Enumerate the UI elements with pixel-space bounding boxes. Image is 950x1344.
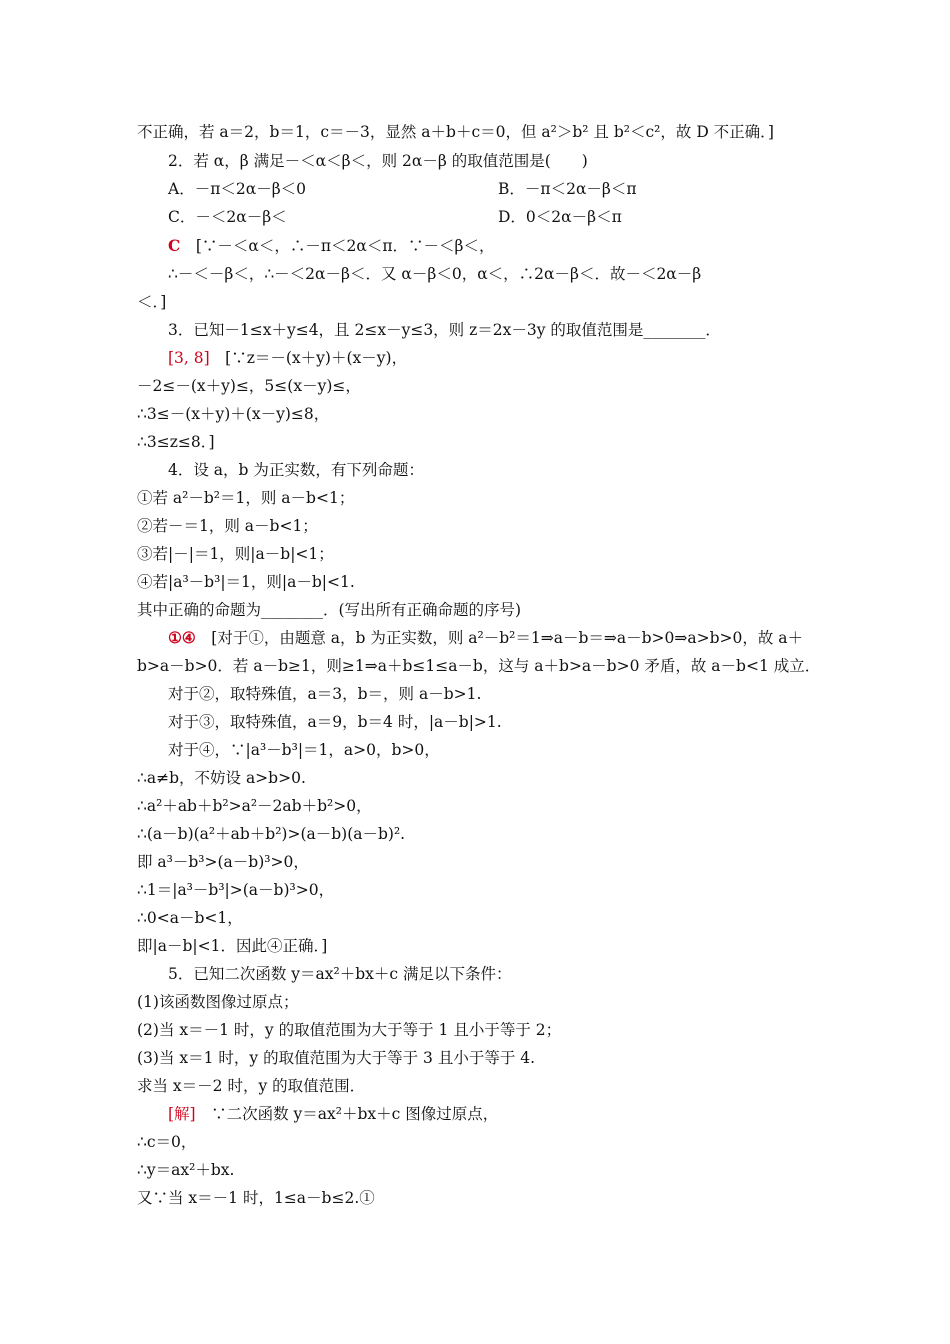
- line-text: [对于①，由题意 a，b 为正实数，则 a²－b²＝1⇒a－b＝⇒a－b>0⇒a>b>0，故 a＋: [195, 629, 804, 647]
- line-text: 2．若 α，β 满足－＜α＜β＜，则 2α－β 的取值范围是( ): [168, 152, 588, 170]
- line-text: ③若|－|＝1，则|a－b|<1；: [137, 545, 334, 563]
- text-line: [137, 600, 817, 620]
- line-text: ∴c＝0，: [137, 1133, 197, 1151]
- line-text: ∵二次函数 y＝ax²＋bx＋c 图像过原点，: [195, 1105, 499, 1123]
- line-text: (1)该函数图像过原点；: [137, 993, 299, 1011]
- text-line: [137, 516, 817, 536]
- text-line: [137, 1048, 817, 1068]
- line-text: ④若|a³－b³|＝1，则|a－b|<1.: [137, 573, 355, 591]
- text-line: [168, 179, 848, 199]
- line-text: A．－π＜2α－β＜0: [168, 180, 307, 198]
- text-line: [137, 1132, 817, 1152]
- line-text: ②若－＝1，则 a－b<1；: [137, 517, 318, 535]
- text-line: [137, 768, 817, 788]
- text-line: [137, 292, 817, 312]
- line-text: (3)当 x＝1 时，y 的取值范围为大于等于 3 且小于等于 4.: [137, 1049, 536, 1067]
- line-text: 又∵当 x＝－1 时，1≤a－b≤2.①: [137, 1189, 375, 1207]
- text-line: [137, 908, 817, 928]
- line-text: 4．设 a，b 为正实数，有下列命题：: [168, 461, 424, 479]
- text-line: [137, 376, 817, 396]
- text-line: [137, 1020, 817, 1040]
- text-line: [137, 488, 817, 508]
- line-text: C．－＜2α－β＜: [168, 208, 287, 226]
- text-line: [137, 432, 817, 452]
- text-line: [137, 852, 817, 872]
- text-line: [137, 404, 817, 424]
- answer-tag: ①④: [168, 628, 196, 647]
- line-text: [∵z＝－(x＋y)＋(x－y)，: [209, 349, 408, 367]
- line-text: 求当 x＝－2 时，y 的取值范围．: [137, 1077, 366, 1095]
- option-text: D．0＜2α－β＜π: [498, 208, 622, 226]
- text-line: [168, 151, 848, 171]
- line-text: －2≤－(x＋y)≤，5≤(x－y)≤，: [137, 377, 361, 395]
- option-text: B．－π＜2α－β＜π: [498, 180, 637, 198]
- text-line: [168, 207, 848, 227]
- line-text: ∴1＝|a³－b³|>(a－b)³>0，: [137, 881, 335, 899]
- line-text: ∴a≠b，不妨设 a>b>0.: [137, 769, 306, 787]
- line-text: 即|a－b|<1．因此④正确．]: [137, 937, 328, 955]
- line-text: ∴－＜－β＜，∴－＜2α－β＜．又 α－β＜0，α＜，∴2α－β＜．故－＜2α－β: [168, 265, 702, 283]
- text-line: [137, 544, 817, 564]
- line-text: (2)当 x＝－1 时，y 的取值范围为大于等于 1 且小于等于 2；: [137, 1021, 562, 1039]
- answer-tag: C: [168, 236, 181, 255]
- line-text: 对于②，取特殊值，a＝3，b＝，则 a－b>1.: [168, 685, 482, 703]
- line-text: ∴0<a－b<1，: [137, 909, 243, 927]
- line-text: ＜．]: [137, 293, 167, 311]
- text-line: [137, 1076, 817, 1096]
- text-line: [168, 264, 848, 284]
- text-line: [168, 964, 848, 984]
- line-text: ∴(a－b)(a²＋ab＋b²)>(a－b)(a－b)².: [137, 825, 406, 843]
- line-text: ∴3≤z≤8．]: [137, 433, 215, 451]
- text-line: [137, 880, 817, 900]
- text-line: [137, 992, 817, 1012]
- text-line: [137, 796, 817, 816]
- line-text: 3．已知－1≤x＋y≤4，且 2≤x－y≤3，则 z＝2x－3y 的取值范围是________．: [168, 321, 721, 339]
- line-text: 5．已知二次函数 y＝ax²＋bx＋c 满足以下条件：: [168, 965, 512, 983]
- text-line: [168, 460, 848, 480]
- text-line: [168, 740, 848, 760]
- text-line: [168, 348, 848, 368]
- text-line: [137, 1160, 817, 1180]
- text-line: [168, 628, 848, 648]
- text-line: [137, 936, 817, 956]
- text-line: [137, 122, 817, 142]
- line-text: 即 a³－b³>(a－b)³>0，: [137, 853, 309, 871]
- line-text: ∴a²＋ab＋b²>a²－2ab＋b²>0，: [137, 797, 372, 815]
- text-line: [168, 1104, 848, 1124]
- text-line: [168, 320, 848, 340]
- text-line: [168, 236, 848, 256]
- line-text: 不正确，若 a＝2，b＝1，c＝－3，显然 a＋b＋c＝0，但 a²＞b² 且 b²＜c²，故 D 不正确．]: [137, 123, 774, 141]
- line-text: b>a－b>0．若 a－b≥1，则≥1⇒a＋b≤1≤a－b，这与 a＋b>a－b>0 矛盾，故 a－b<1 成立．: [137, 657, 821, 675]
- line-text: 对于④，∵|a³－b³|＝1，a>0，b>0，: [168, 741, 440, 759]
- line-text: ∴3≤－(x＋y)＋(x－y)≤8，: [137, 405, 330, 423]
- line-text: [∵－＜α＜，∴－π＜2α＜π．∵－＜β＜，: [180, 237, 495, 255]
- text-line: [137, 1188, 817, 1208]
- text-line: [168, 684, 848, 704]
- text-line: [137, 824, 817, 844]
- line-text: 对于③，取特殊值，a＝9，b＝4 时，|a－b|>1.: [168, 713, 502, 731]
- answer-tag: [3, 8]: [168, 349, 210, 367]
- answer-tag: [解]: [168, 1105, 196, 1123]
- line-text: ①若 a²－b²＝1，则 a－b<1；: [137, 489, 355, 507]
- line-text: 其中正确的命题为________．(写出所有正确命题的序号): [137, 601, 522, 619]
- text-line: [137, 572, 817, 592]
- line-text: ∴y＝ax²＋bx.: [137, 1161, 235, 1179]
- text-line: [168, 712, 848, 732]
- text-line: [137, 656, 821, 676]
